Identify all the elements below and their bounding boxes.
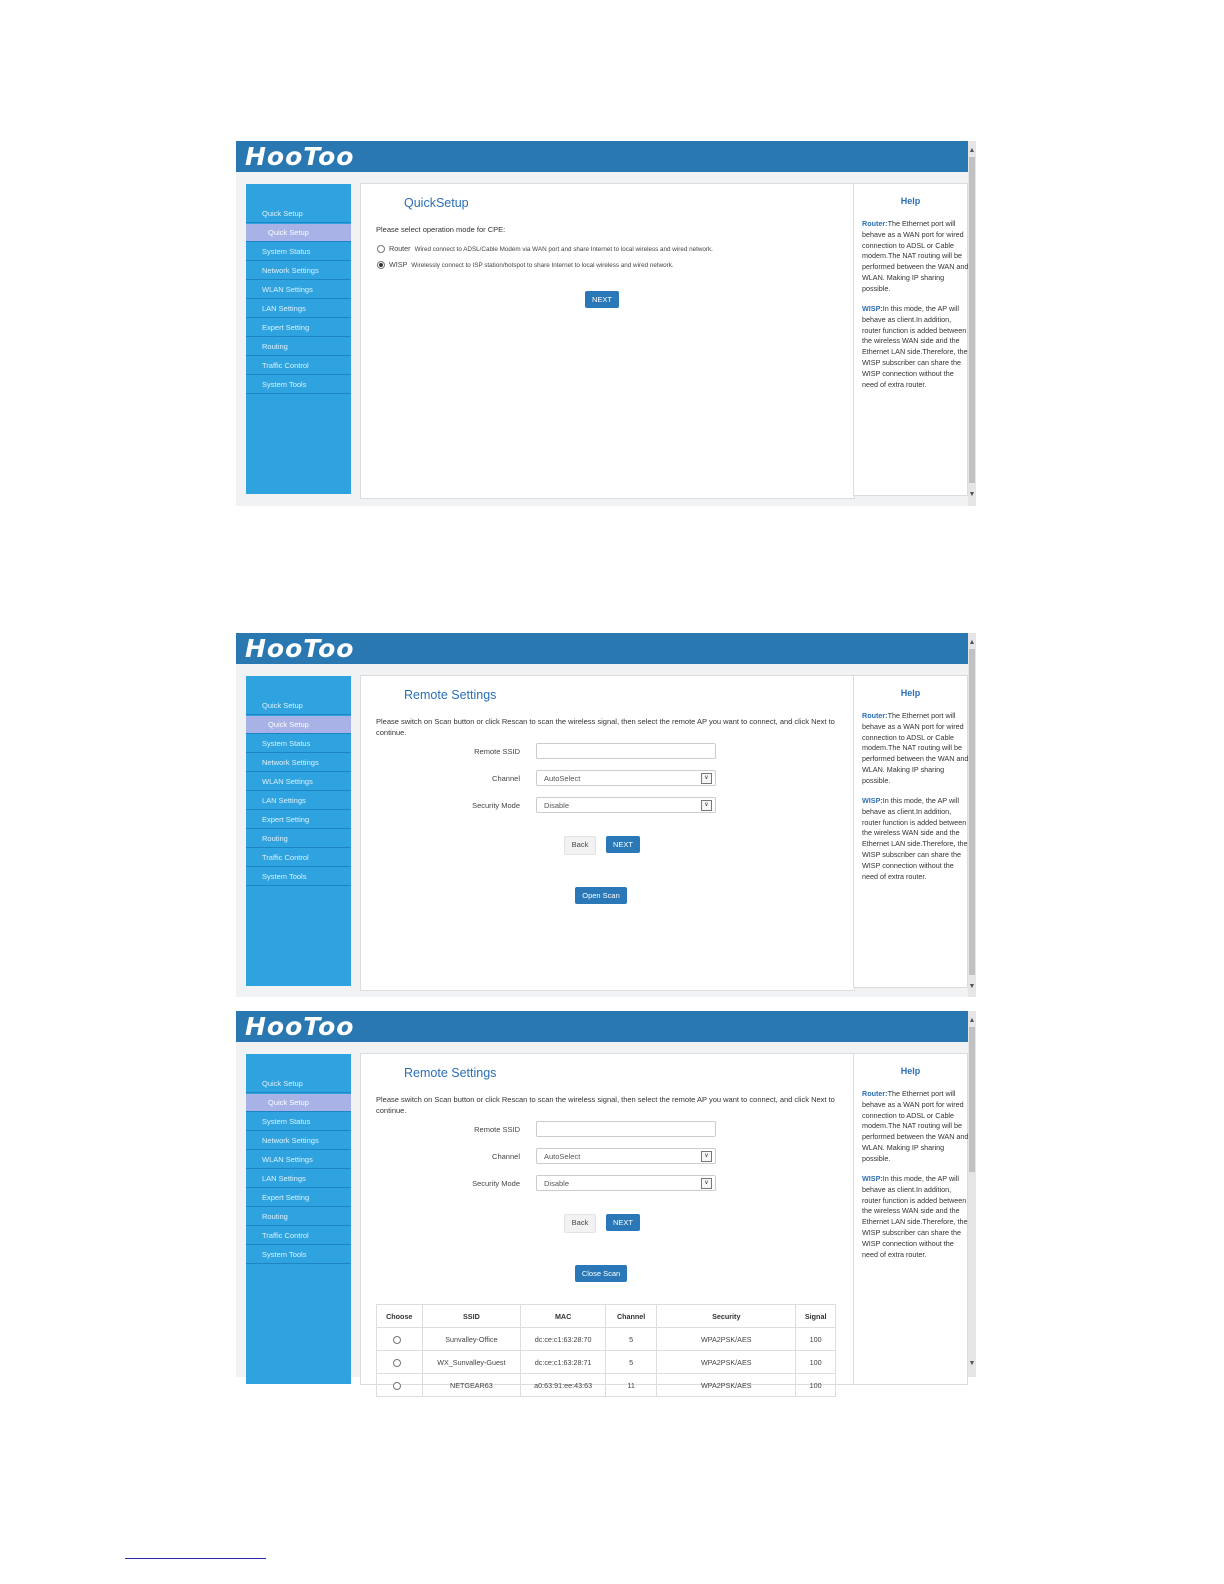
help-title: Help	[900, 688, 921, 698]
security-mode-select[interactable]	[536, 1175, 716, 1191]
brand-logo: HooToo	[245, 634, 355, 663]
brand-logo: HooToo	[245, 142, 355, 171]
option-wisp[interactable]	[377, 260, 674, 269]
sidebar-nav	[246, 1054, 351, 1384]
help-panel	[853, 1053, 968, 1385]
sidebar-subitem-quick-setup[interactable]: Quick Setup	[246, 716, 351, 734]
sidebar-item-routing[interactable]: Routing	[246, 1208, 351, 1226]
help-router-label: Router:	[862, 711, 888, 720]
help-title: Help	[900, 1066, 921, 1076]
choose-cell[interactable]	[377, 1374, 423, 1397]
channel-value: AutoSelect	[544, 1152, 581, 1161]
sidebar-item-system-status[interactable]: System Status	[246, 1113, 351, 1131]
help-wisp-label: WISP:	[862, 796, 883, 805]
table-header-row	[377, 1305, 836, 1328]
chevron-down-icon[interactable]: ∨	[701, 800, 712, 811]
table-row[interactable]	[377, 1374, 836, 1397]
help-router-label: Router:	[862, 1089, 888, 1098]
sidebar-item-network-settings[interactable]: Network Settings	[246, 754, 351, 772]
choose-cell[interactable]	[377, 1351, 423, 1374]
sidebar-item-traffic-control[interactable]: Traffic Control	[246, 357, 351, 375]
choose-radio[interactable]	[393, 1382, 401, 1390]
page-title: QuickSetup	[404, 196, 469, 210]
sidebar-item-routing[interactable]: Routing	[246, 338, 351, 356]
help-router	[862, 219, 970, 295]
header-bar	[236, 1011, 968, 1042]
main-panel	[360, 1053, 855, 1390]
ssid-cell: Sunvalley-Office	[422, 1328, 521, 1351]
mac-cell: dc:ce:c1:63:28:70	[521, 1328, 606, 1351]
choose-cell[interactable]	[377, 1328, 423, 1351]
choose-radio[interactable]	[393, 1359, 401, 1367]
sidebar-item-expert-setting[interactable]: Expert Setting	[246, 811, 351, 829]
help-wisp	[862, 1174, 970, 1260]
help-wisp-text: In this mode, the AP will behave as client.In addition, router function is added between the wireless WAN side and the Ethernet LAN side.Therefore, the WISP subscriber can share the WISP connection without the need of extra router.	[862, 1174, 968, 1259]
sidebar-subitem-quick-setup[interactable]: Quick Setup	[246, 1094, 351, 1112]
remote-ssid-input[interactable]	[536, 1121, 716, 1137]
close-scan-button[interactable]: Close Scan	[575, 1265, 627, 1282]
security-mode-label: Security Mode	[472, 801, 520, 810]
security-mode-label: Security Mode	[472, 1179, 520, 1188]
sidebar-subitem-quick-setup[interactable]: Quick Setup	[246, 224, 351, 242]
sidebar-item-lan-settings[interactable]: LAN Settings	[246, 300, 351, 318]
sidebar-nav	[246, 676, 351, 986]
channel-select[interactable]	[536, 1148, 716, 1164]
sidebar-item-network-settings[interactable]: Network Settings	[246, 1132, 351, 1150]
chevron-down-icon[interactable]: ∨	[701, 1178, 712, 1189]
mode-prompt: Please select operation mode for CPE:	[376, 225, 506, 234]
mac-cell: a0:63:91:ee:43:63	[521, 1374, 606, 1397]
help-router	[862, 1089, 970, 1165]
sidebar-item-traffic-control[interactable]: Traffic Control	[246, 849, 351, 867]
channel-value: AutoSelect	[544, 774, 581, 783]
help-title: Help	[900, 196, 921, 206]
channel-cell: 5	[606, 1328, 657, 1351]
sidebar-item-system-status[interactable]: System Status	[246, 243, 351, 261]
sidebar-item-wlan-settings[interactable]: WLAN Settings	[246, 281, 351, 299]
wisp-radio[interactable]	[377, 261, 385, 269]
security-cell: WPA2PSK/AES	[657, 1374, 796, 1397]
signal-cell: 100	[796, 1374, 836, 1397]
channel-cell: 11	[606, 1374, 657, 1397]
help-wisp-text: In this mode, the AP will behave as client.In addition, router function is added between the wireless WAN side and the Ethernet LAN side.Therefore, the WISP subscriber can share the WISP connection without the need of extra router.	[862, 796, 968, 881]
help-wisp-label: WISP:	[862, 1174, 883, 1183]
sidebar-item-routing[interactable]: Routing	[246, 830, 351, 848]
sidebar-item-network-settings[interactable]: Network Settings	[246, 262, 351, 280]
scroll-down-icon[interactable]: ▼	[968, 491, 976, 498]
sidebar-item-expert-setting[interactable]: Expert Setting	[246, 1189, 351, 1207]
open-scan-button[interactable]: Open Scan	[575, 887, 627, 904]
signal-cell: 100	[796, 1351, 836, 1374]
scroll-up-icon[interactable]: ▲	[968, 639, 976, 646]
sidebar-nav	[246, 184, 351, 494]
help-router-text: The Ethernet port will behave as a WAN port for wired connection to ADSL or Cable modem.The NAT routing will be performed between the WAN and WLAN. Making IP sharing possible.	[862, 1089, 969, 1163]
wisp-label: WISP	[389, 260, 408, 269]
option-router[interactable]	[377, 244, 713, 253]
help-panel	[853, 675, 968, 988]
column-header-signal: Signal	[796, 1305, 836, 1328]
help-router	[862, 711, 970, 787]
next-button[interactable]: NEXT	[606, 1214, 640, 1231]
sidebar-item-system-tools[interactable]: System Tools	[246, 868, 351, 886]
header-bar	[236, 141, 968, 172]
choose-radio[interactable]	[393, 1336, 401, 1344]
channel-label: Channel	[492, 774, 520, 783]
screenshot-remote-settings	[236, 633, 976, 997]
table-row[interactable]	[377, 1328, 836, 1351]
table-row[interactable]	[377, 1351, 836, 1374]
scan-instruction: Please switch on Scan button or click Rescan to scan the wireless signal, then select the remote AP you want to connect, and click Next to continue.	[376, 1095, 835, 1115]
header-bar	[236, 633, 968, 664]
scroll-up-icon[interactable]: ▲	[968, 147, 976, 154]
help-wisp	[862, 796, 970, 882]
router-desc: Wired connect to ADSL/Cable Modem via WAN port and share Internet to local wireless and wired network.	[414, 246, 713, 253]
sidebar-item-expert-setting[interactable]: Expert Setting	[246, 319, 351, 337]
remote-ssid-label: Remote SSID	[474, 747, 520, 756]
channel-label: Channel	[492, 1152, 520, 1161]
column-header-ssid: SSID	[422, 1305, 521, 1328]
router-label: Router	[389, 244, 411, 253]
remote-ssid-label: Remote SSID	[474, 1125, 520, 1134]
security-cell: WPA2PSK/AES	[657, 1351, 796, 1374]
main-panel	[360, 183, 855, 499]
screenshot-remote-settings-scan	[236, 1011, 976, 1390]
help-router-text: The Ethernet port will behave as a WAN port for wired connection to ADSL or Cable modem.The NAT routing will be performed between the WAN and WLAN. Making IP sharing possible.	[862, 219, 969, 293]
security-mode-value: Disable	[544, 1179, 570, 1188]
signal-cell: 100	[796, 1328, 836, 1351]
sidebar-item-traffic-control[interactable]: Traffic Control	[246, 1227, 351, 1245]
sidebar-item-system-status[interactable]: System Status	[246, 735, 351, 753]
router-radio[interactable]	[377, 245, 385, 253]
chevron-down-icon[interactable]: ∨	[701, 1151, 712, 1162]
sidebar-item-system-tools[interactable]: System Tools	[246, 376, 351, 394]
security-cell: WPA2PSK/AES	[657, 1328, 796, 1351]
next-button[interactable]: NEXT	[606, 836, 640, 853]
help-router-label: Router:	[862, 219, 888, 228]
footnote-divider	[125, 1558, 266, 1559]
screenshot-quick-setup	[236, 141, 976, 506]
scan-results-table	[376, 1304, 836, 1397]
remote-ssid-input[interactable]	[536, 743, 716, 759]
help-wisp	[862, 304, 970, 390]
column-header-channel: Channel	[606, 1305, 657, 1328]
help-router-text: The Ethernet port will behave as a WAN port for wired connection to ADSL or Cable modem.The NAT routing will be performed between the WAN and WLAN. Making IP sharing possible.	[862, 711, 969, 785]
help-panel	[853, 183, 968, 496]
brand-logo: HooToo	[245, 1012, 355, 1041]
help-wisp-text: In this mode, the AP will behave as client.In addition, router function is added between the wireless WAN side and the Ethernet LAN side.Therefore, the WISP subscriber can share the WISP connection without the need of extra router.	[862, 304, 968, 389]
column-header-security: Security	[657, 1305, 796, 1328]
sidebar-item-lan-settings[interactable]: LAN Settings	[246, 1170, 351, 1188]
scroll-up-icon[interactable]: ▲	[968, 1017, 976, 1024]
mac-cell: dc:ce:c1:63:28:71	[521, 1351, 606, 1374]
scan-instruction: Please switch on Scan button or click Rescan to scan the wireless signal, then select the remote AP you want to connect, and click Next to continue.	[376, 717, 835, 737]
column-header-choose: Choose	[377, 1305, 423, 1328]
sidebar-item-system-tools[interactable]: System Tools	[246, 1246, 351, 1264]
security-mode-value: Disable	[544, 801, 570, 810]
sidebar-item-quick-setup[interactable]: Quick Setup	[246, 697, 351, 715]
sidebar-item-lan-settings[interactable]: LAN Settings	[246, 792, 351, 810]
scroll-down-icon[interactable]: ▼	[968, 983, 976, 990]
security-mode-select[interactable]	[536, 797, 716, 813]
next-button[interactable]: NEXT	[585, 291, 619, 308]
back-button[interactable]: Back	[564, 1214, 596, 1233]
chevron-down-icon[interactable]: ∨	[701, 773, 712, 784]
help-wisp-label: WISP:	[862, 304, 883, 313]
wisp-desc: Wirelessly connect to ISP station/hotspot to share Internet to local wireless and wired network.	[411, 262, 674, 269]
main-panel	[360, 675, 855, 991]
page-title: Remote Settings	[404, 688, 497, 702]
column-header-mac: MAC	[521, 1305, 606, 1328]
sidebar-item-wlan-settings[interactable]: WLAN Settings	[246, 1151, 351, 1169]
sidebar-item-quick-setup[interactable]: Quick Setup	[246, 1075, 351, 1093]
channel-cell: 5	[606, 1351, 657, 1374]
sidebar-item-quick-setup[interactable]: Quick Setup	[246, 205, 351, 223]
channel-select[interactable]	[536, 770, 716, 786]
page-title: Remote Settings	[404, 1066, 497, 1080]
back-button[interactable]: Back	[564, 836, 596, 855]
ssid-cell: NETGEAR63	[422, 1374, 521, 1397]
scroll-down-icon[interactable]: ▼	[968, 1360, 976, 1367]
ssid-cell: WX_Sunvalley-Guest	[422, 1351, 521, 1374]
sidebar-item-wlan-settings[interactable]: WLAN Settings	[246, 773, 351, 791]
